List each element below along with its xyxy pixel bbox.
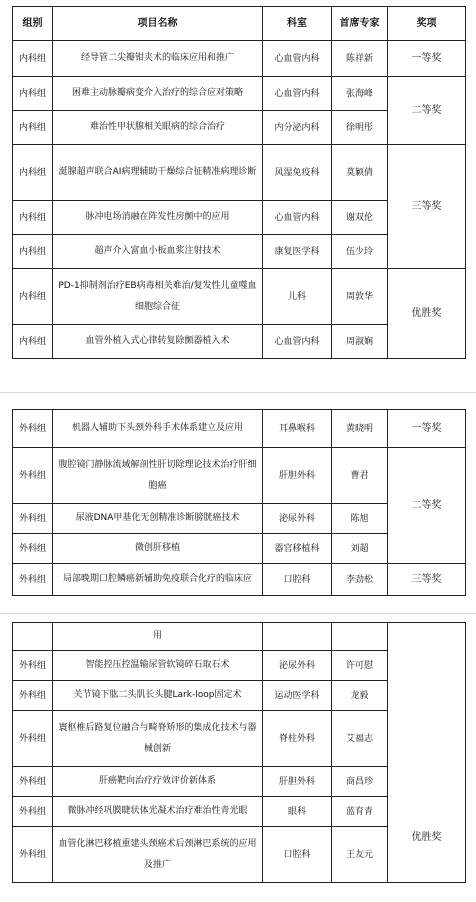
cell-project: 涎腺超声联合AI病理辅助干燥综合征精准病理诊断 bbox=[53, 145, 263, 201]
cell-group: 内科组 bbox=[13, 111, 53, 145]
cell-project: 微脉冲经巩膜睫状体光凝术治疗难治性青光眼 bbox=[53, 797, 263, 827]
header-dept: 科室 bbox=[263, 7, 332, 41]
cell-project: 寰枢椎后路复位融合与畸脊矫形的集成化技术与器械创新 bbox=[53, 711, 263, 767]
cell-dept: 心血管内科 bbox=[263, 77, 332, 111]
table-row bbox=[13, 410, 466, 448]
cell-project: 肝癌靶向治疗疗效评价新体系 bbox=[53, 767, 263, 797]
cell-dept: 泌尿外科 bbox=[263, 504, 332, 534]
cell-project: 微创肝移植 bbox=[53, 534, 263, 564]
cell-project-continued: 用 bbox=[53, 623, 263, 651]
cell-dept: 风湿免疫科 bbox=[263, 145, 332, 201]
cell-expert: 商昌珍 bbox=[332, 767, 388, 797]
page-3 bbox=[0, 613, 476, 902]
header-project: 项目名称 bbox=[53, 7, 263, 41]
cell-award: 一等奖 bbox=[388, 41, 466, 77]
cell-award: 优胜奖 bbox=[388, 269, 466, 359]
cell-dept: 康复医学科 bbox=[263, 235, 332, 269]
cell-dept: 眼科 bbox=[263, 797, 332, 827]
header-group: 组别 bbox=[13, 7, 53, 41]
cell-project: PD-1抑制剂治疗EB病毒相关难治/复发性儿童噬血细胞综合征 bbox=[53, 269, 263, 325]
table-row bbox=[13, 77, 466, 111]
table-row bbox=[13, 145, 466, 201]
cell-group: 内科组 bbox=[13, 77, 53, 111]
table-header-row bbox=[13, 7, 466, 41]
cell-dept: 口腔科 bbox=[263, 564, 332, 596]
cell-group: 内科组 bbox=[13, 41, 53, 77]
award-table-surgical-part2 bbox=[12, 622, 466, 883]
cell-project: 局部晚期口腔鳞癌新辅助免疫联合化疗的临床应 bbox=[53, 564, 263, 596]
cell-project: 脉冲电场消融在阵发性房颤中的应用 bbox=[53, 201, 263, 235]
cell-project: 腹腔镜门静脉流域解剖性肝切除理论技术治疗肝细胞癌 bbox=[53, 448, 263, 504]
cell-project: 血管外植入式心律转复除颤器植入术 bbox=[53, 325, 263, 359]
cell-expert: 张海峰 bbox=[332, 77, 388, 111]
cell-dept: 脊柱外科 bbox=[263, 711, 332, 767]
cell-group: 内科组 bbox=[13, 325, 53, 359]
cell-group: 外科组 bbox=[13, 797, 53, 827]
cell-expert: 伍少玲 bbox=[332, 235, 388, 269]
header-award: 奖项 bbox=[388, 7, 466, 41]
cell-expert: 许可慰 bbox=[332, 651, 388, 681]
table-row bbox=[13, 448, 466, 504]
table-row bbox=[13, 41, 466, 77]
cell-group: 外科组 bbox=[13, 711, 53, 767]
cell-group: 外科组 bbox=[13, 448, 53, 504]
cell-expert: 陈祥新 bbox=[332, 41, 388, 77]
cell-award: 三等奖 bbox=[388, 145, 466, 269]
cell-dept: 肝胆外科 bbox=[263, 767, 332, 797]
cell-award: 一等奖 bbox=[388, 410, 466, 448]
cell-dept: 心血管内科 bbox=[263, 41, 332, 77]
cell-project: 机器人辅助下头颈外科手术体系建立及应用 bbox=[53, 410, 263, 448]
cell-expert: 蓝育青 bbox=[332, 797, 388, 827]
cell-group: 外科组 bbox=[13, 681, 53, 711]
cell-group: 外科组 bbox=[13, 410, 53, 448]
cell-group bbox=[13, 623, 53, 651]
cell-project: 关节镜下肱二头肌长头腱Lark-loop固定术 bbox=[53, 681, 263, 711]
cell-expert: 曹君 bbox=[332, 448, 388, 504]
cell-project: 尿液DNA甲基化无创精准诊断膀胱癌技术 bbox=[53, 504, 263, 534]
cell-expert: 莫颖倩 bbox=[332, 145, 388, 201]
award-table-surgical-part1 bbox=[12, 409, 466, 596]
cell-project: 超声介入富血小板血浆注射技术 bbox=[53, 235, 263, 269]
cell-group: 内科组 bbox=[13, 201, 53, 235]
cell-dept: 泌尿外科 bbox=[263, 651, 332, 681]
cell-expert: 谢双伦 bbox=[332, 201, 388, 235]
cell-expert: 刘超 bbox=[332, 534, 388, 564]
cell-expert: 龙毅 bbox=[332, 681, 388, 711]
header-expert: 首席专家 bbox=[332, 7, 388, 41]
cell-dept: 耳鼻喉科 bbox=[263, 410, 332, 448]
table-row-continued bbox=[13, 623, 466, 651]
cell-award: 二等奖 bbox=[388, 77, 466, 145]
cell-expert: 徐明彤 bbox=[332, 111, 388, 145]
cell-group: 外科组 bbox=[13, 534, 53, 564]
cell-dept: 内分泌内科 bbox=[263, 111, 332, 145]
cell-expert: 陈旭 bbox=[332, 504, 388, 534]
cell-group: 外科组 bbox=[13, 827, 53, 883]
cell-award: 三等奖 bbox=[388, 564, 466, 596]
cell-dept: 器官移植科 bbox=[263, 534, 332, 564]
cell-project: 困难主动脉瓣病变介入治疗的综合应对策略 bbox=[53, 77, 263, 111]
cell-expert: 周淑娴 bbox=[332, 325, 388, 359]
cell-group: 外科组 bbox=[13, 767, 53, 797]
cell-expert bbox=[332, 623, 388, 651]
cell-expert: 黄晓明 bbox=[332, 410, 388, 448]
cell-group: 外科组 bbox=[13, 564, 53, 596]
cell-group: 外科组 bbox=[13, 504, 53, 534]
cell-project: 智能控压控温输尿管软镜碎石取石术 bbox=[53, 651, 263, 681]
cell-expert: 李劲松 bbox=[332, 564, 388, 596]
cell-group: 内科组 bbox=[13, 269, 53, 325]
cell-expert: 王友元 bbox=[332, 827, 388, 883]
cell-dept: 肝胆外科 bbox=[263, 448, 332, 504]
cell-dept bbox=[263, 623, 332, 651]
cell-dept: 儿科 bbox=[263, 269, 332, 325]
cell-dept: 口腔科 bbox=[263, 827, 332, 883]
page-1 bbox=[0, 0, 476, 392]
table-row bbox=[13, 269, 466, 325]
page-2 bbox=[0, 392, 476, 614]
cell-award: 优胜奖 bbox=[388, 623, 466, 883]
cell-dept: 运动医学科 bbox=[263, 681, 332, 711]
cell-project: 血管化淋巴移植重建头颈癌术后颈淋巴系统的应用及推广 bbox=[53, 827, 263, 883]
cell-dept: 心血管内科 bbox=[263, 325, 332, 359]
cell-group: 内科组 bbox=[13, 235, 53, 269]
cell-group: 外科组 bbox=[13, 651, 53, 681]
cell-group: 内科组 bbox=[13, 145, 53, 201]
cell-project: 经导管二尖瓣钳夹术的临床应用和推广 bbox=[53, 41, 263, 77]
table-row bbox=[13, 564, 466, 596]
cell-expert: 周敦华 bbox=[332, 269, 388, 325]
cell-dept: 心血管内科 bbox=[263, 201, 332, 235]
cell-award: 二等奖 bbox=[388, 448, 466, 564]
award-table-internal bbox=[12, 6, 466, 359]
cell-expert: 艾福志 bbox=[332, 711, 388, 767]
cell-project: 难治性甲状腺相关眼病的综合治疗 bbox=[53, 111, 263, 145]
